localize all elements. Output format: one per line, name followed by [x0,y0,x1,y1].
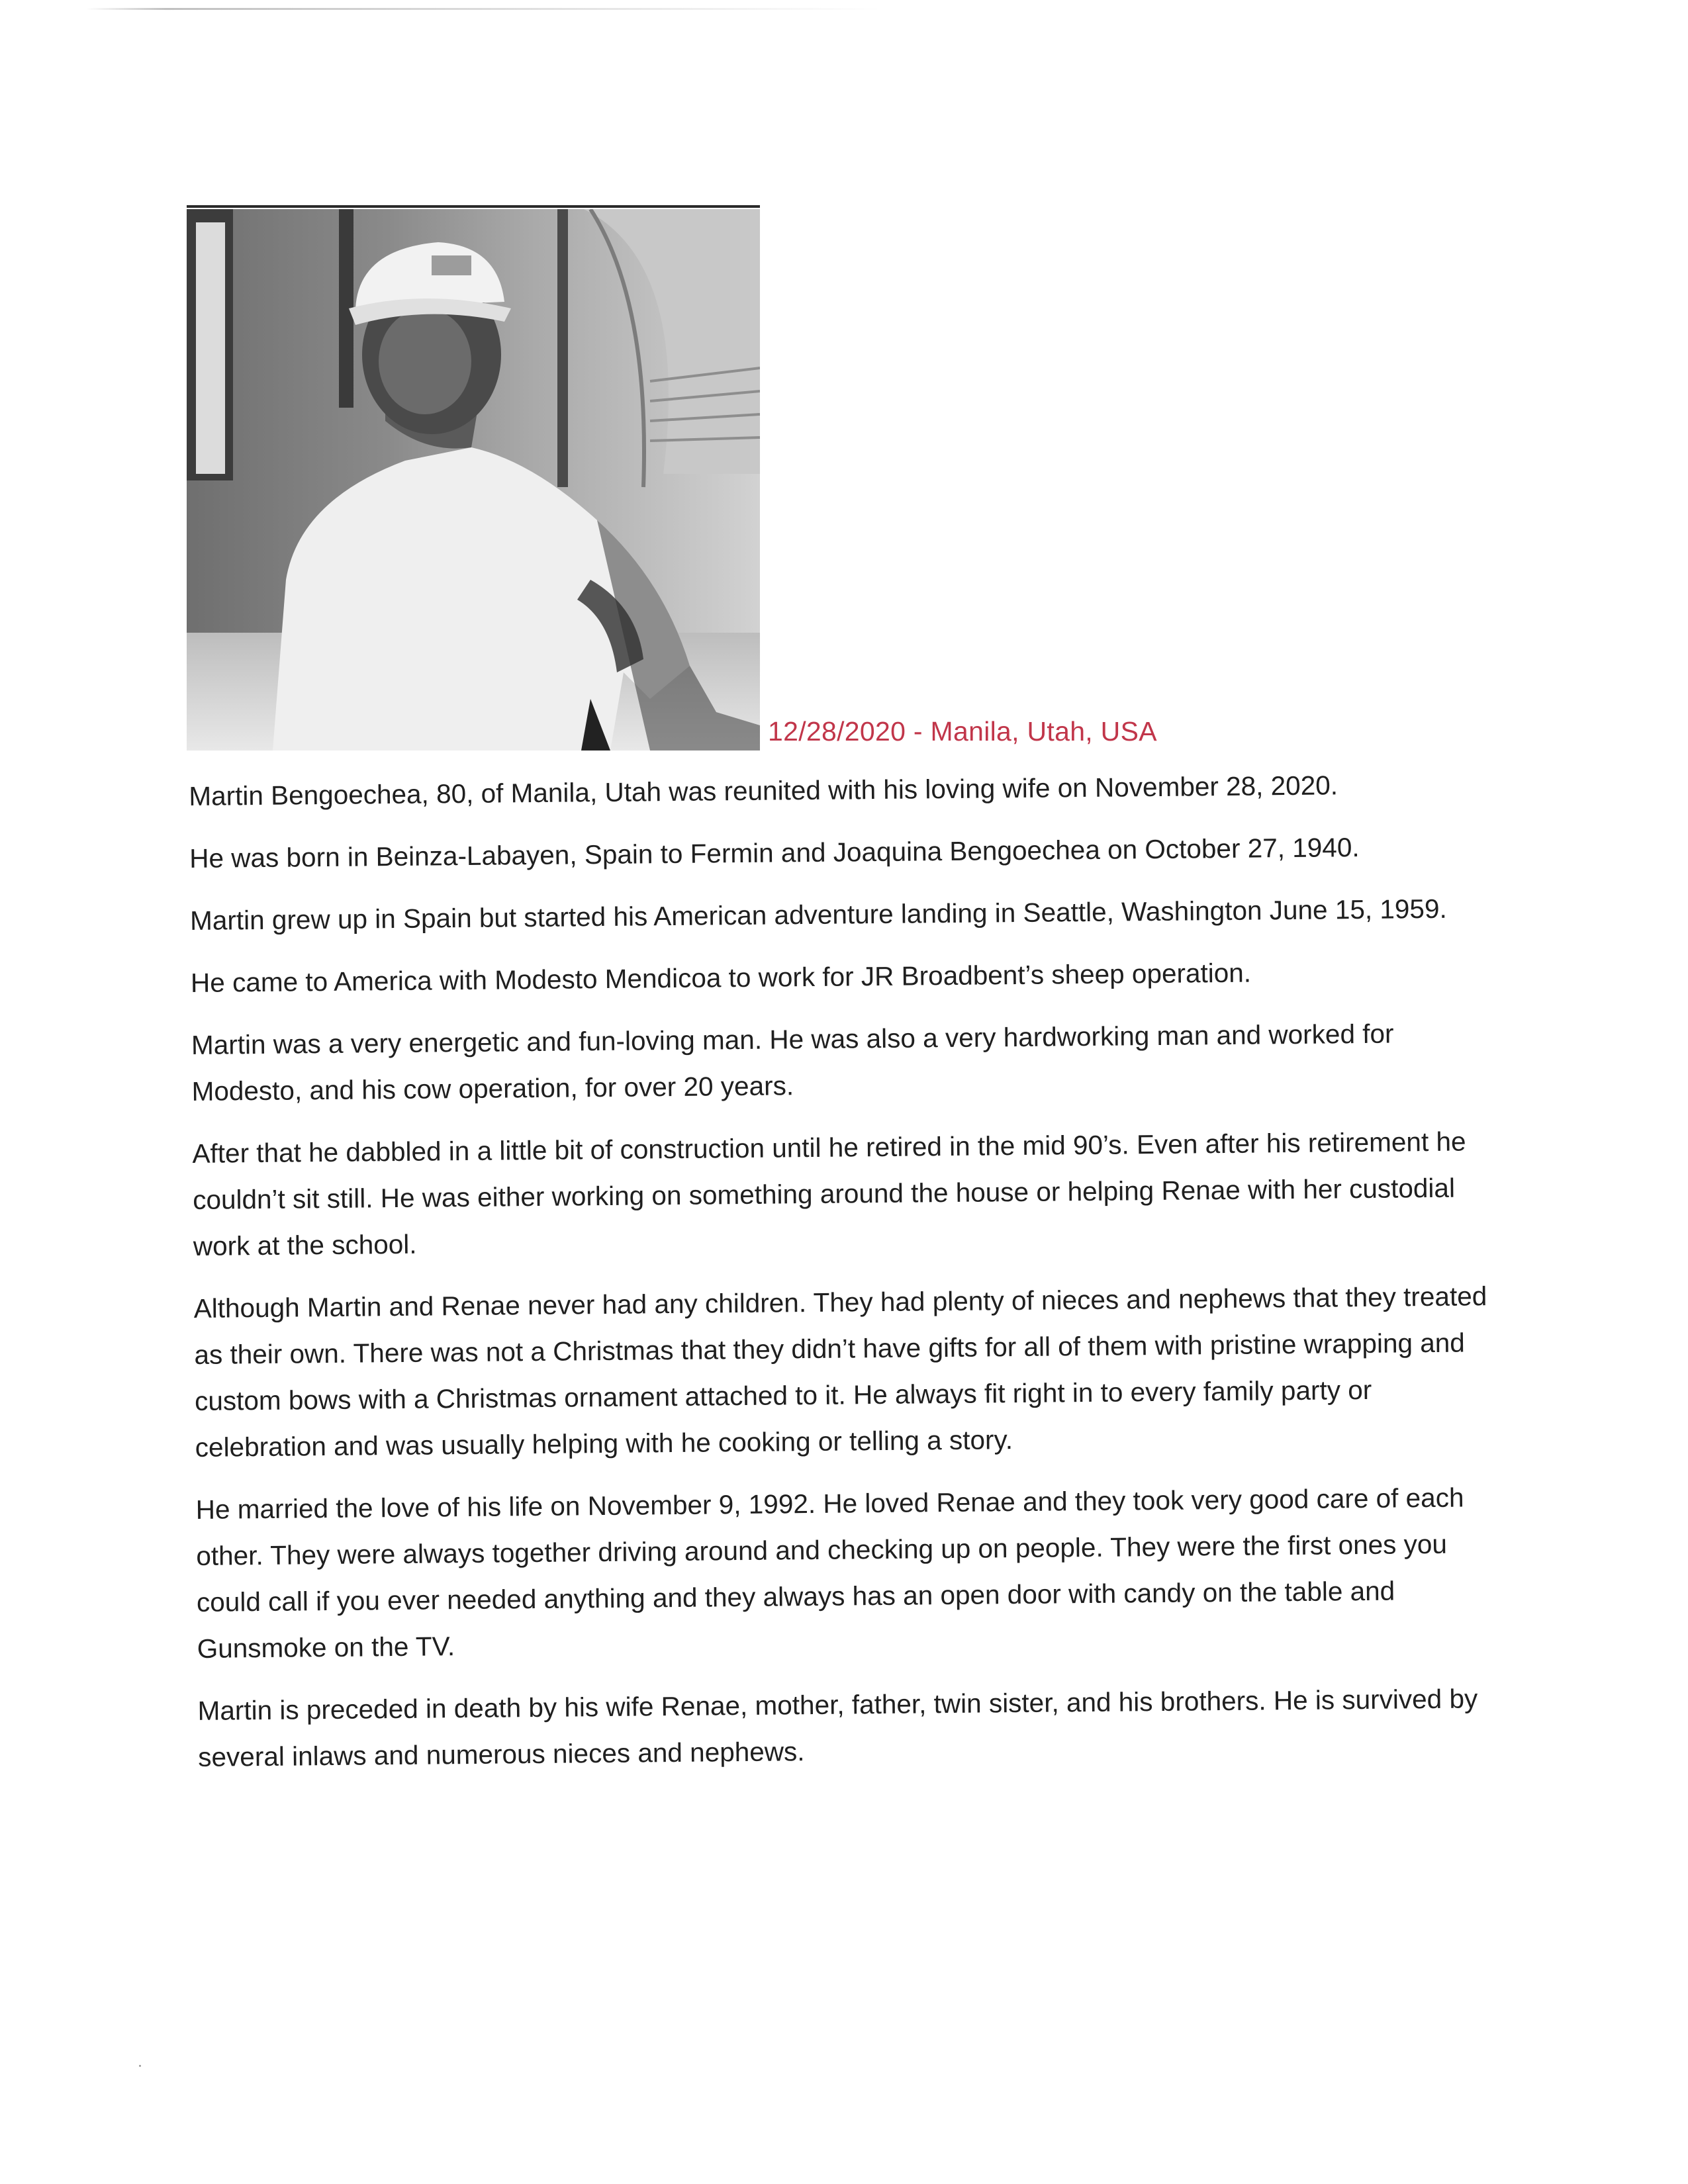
obituary-body [189,760,1496,1796]
portrait-photo [187,205,760,751]
photo-border [187,205,760,208]
portrait-photo-image [187,209,760,751]
paragraph-work-start: He came to America with Modesto Mendicoa to work for JR Broadbent’s sheep operation. [190,957,1252,998]
paragraph-retirement: After that he dabbled in a little bit of construction until he retired in the mid 90’s. Even after his retirement he couldn’t sit still. He was either working on something around the house or helping Renae with her custodial work at the school. [192,1126,1466,1261]
paragraph-character: Martin was a very energetic and fun-loving man. He was also a very hardworking man and worked for Modesto, and his cow operation, for over 20 years. [191,1018,1394,1107]
paragraph-reunited: Martin Bengoechea, 80, of Manila, Utah was reunited with his loving wife on November 28, 2020. [189,770,1338,811]
paragraph-survivors: Martin is preceded in death by his wife Renae, mother, father, twin sister, and his brothers. He is survived by several inlaws and numerous nieces and nephews. [197,1683,1478,1772]
paragraph-marriage: He married the love of his life on November 9, 1992. He loved Renae and they took very good care of each other. They were always together driving around and checking up on people. They were the first ones you could call if you ever needed anything and they always has an open door with candy on the table and Gunsmoke on the TV. [195,1482,1464,1664]
paragraph-emigration: Martin grew up in Spain but started his American adventure landing in Seattle, Washington June 15, 1959. [189,893,1447,936]
scan-artifact-line [86,8,880,10]
paragraph-family: Although Martin and Renae never had any children. They had plenty of nieces and nephews that they treated as their own. There was not a Christmas that they didn’t have gifts for all of them with pristine wrapping and custom bows with a Christmas ornament attached to it. He always fit right in to every family party or celebration and was usually helping with he cooking or telling a story. [193,1281,1487,1463]
paragraph-birth: He was born in Beinza-Labayen, Spain to Fermin and Joaquina Bengoechea on October 27, 1940. [189,832,1360,874]
date-location-caption: 12/28/2020 - Manila, Utah, USA [768,716,1157,747]
scan-speck [139,2065,141,2067]
